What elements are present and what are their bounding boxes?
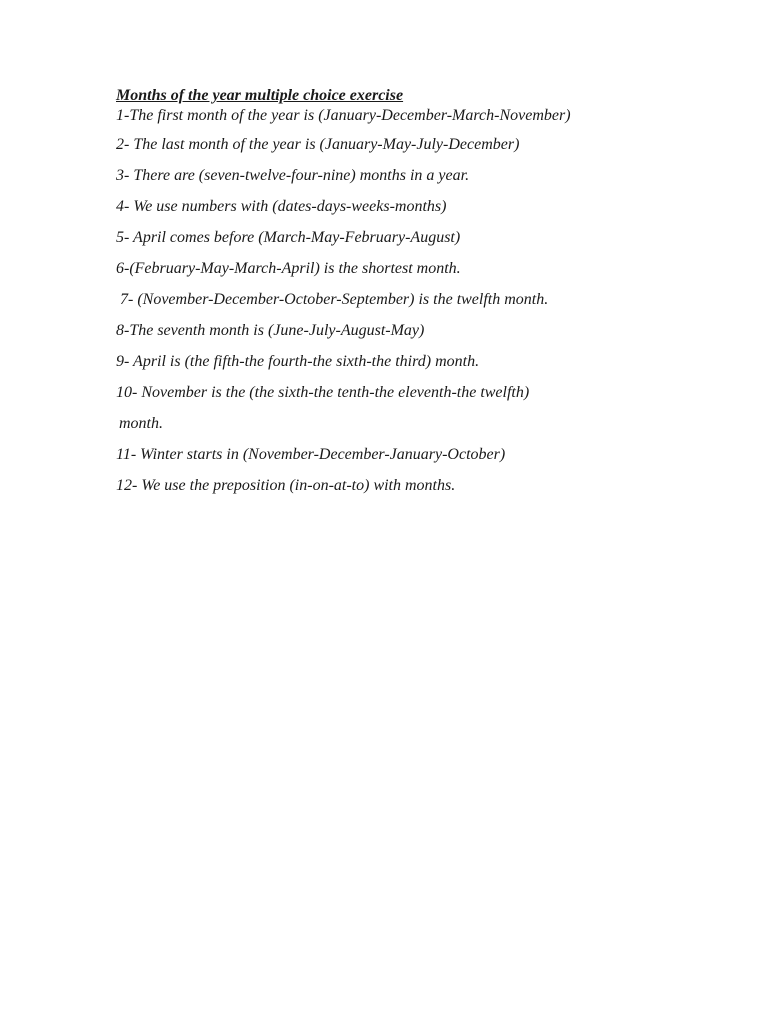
exercise-line: 4- We use numbers with (dates-days-weeks-months) [116,198,447,215]
exercise-line: 10- November is the (the sixth-the tenth-the eleventh-the twelfth) [116,384,530,401]
exercise-line: 1-The first month of the year is (January-December-March-November) [116,107,571,124]
exercise-line: 7- (November-December-October-September) is the twelfth month. [120,291,549,308]
exercise-line: 3- There are (seven-twelve-four-nine) months in a year. [116,167,470,184]
exercise-line: 11- Winter starts in (November-December-January-October) [116,446,506,463]
exercise-line: 9- April is (the fifth-the fourth-the sixth-the third) month. [116,353,480,370]
document-title: Months of the year multiple choice exercise [116,87,404,104]
exercise-line: 5- April comes before (March-May-February-August) [116,229,461,246]
exercise-line: 2- The last month of the year is (January-May-July-December) [116,136,520,153]
document-body [116,86,716,507]
exercise-line: 12- We use the preposition (in-on-at-to) with months. [116,477,456,494]
exercise-line: 8-The seventh month is (June-July-August-May) [116,322,425,339]
exercise-line-continuation: month. [119,415,163,432]
exercise-line: 6-(February-May-March-April) is the shortest month. [116,260,461,277]
